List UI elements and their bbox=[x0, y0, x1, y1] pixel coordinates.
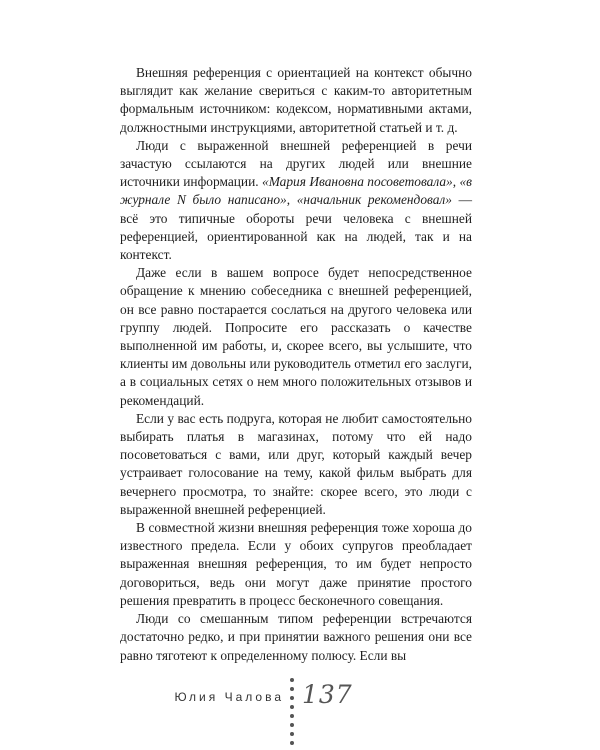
text-run: Если у вас есть подруга, которая не любит самостоятельно выбирать платья в магазинах, потому что ей надо посоветоваться с вами, или друг, который каждый вечер устраивает голосование на тему, какой фильм выбрать для вечернего просмотра, то знайте: скорее всего, это люди с выраженной внешней референцией. bbox=[120, 410, 472, 517]
text-run: В совместной жизни внешняя референция тоже хороша до известного предела. Если у обоих супругов преобладает выраженная внешняя референция, то им будет непросто договориться, ведь они могут даже принятие простого решения превратить в процесс бесконечного совещания. bbox=[120, 520, 472, 608]
text-run: , bbox=[286, 192, 297, 208]
paragraph bbox=[120, 137, 472, 264]
text-run: — всё это типичные обороты речи человека с внешней референцией, ориентированной как на людей, так и на контекст. bbox=[120, 192, 472, 263]
dotted-divider bbox=[290, 678, 294, 750]
divider-dot bbox=[290, 714, 294, 718]
divider-dot bbox=[290, 732, 294, 736]
divider-dot bbox=[290, 678, 294, 682]
quoted-phrase: «начальник рекомендовал» bbox=[296, 192, 452, 208]
quoted-phrase: «Мария Ивановна посоветовала» bbox=[262, 174, 453, 190]
paragraph bbox=[120, 519, 472, 610]
page-number: 137 bbox=[302, 680, 353, 709]
text-run: Люди со смешанным типом референции встречаются достаточно редко, и при принятии важного решения они все равно тяготеют к определенному полюсу. Если вы bbox=[120, 611, 472, 663]
divider-dot bbox=[290, 705, 294, 709]
divider-dot bbox=[290, 687, 294, 691]
paragraph bbox=[120, 610, 472, 665]
divider-dot bbox=[290, 741, 294, 745]
divider-dot bbox=[290, 696, 294, 700]
divider-dot bbox=[290, 723, 294, 727]
text-run: Даже если в вашем вопросе будет непосредственное обращение к мнению собеседника с внешней референцией, он все равно постарается сослаться на другого человека или группу людей. Попросите его рассказать о качестве выполненной им работы, и, скорее всего, вы услышите, что клиенты им довольны или руководитель отметил его заслуги, а в социальных сетях о нем много положительных отзывов и рекомендаций. bbox=[120, 265, 472, 408]
running-footer-author: Юлия Чалова bbox=[174, 690, 284, 704]
quoted-phrase: «в журнале N было написано» bbox=[120, 174, 472, 208]
page-body bbox=[120, 64, 472, 665]
paragraph bbox=[120, 64, 472, 137]
page-footer bbox=[0, 676, 600, 750]
text-run: Люди с выраженной внешней референцией в речи зачастую ссылаются на других людей или внешние источники информации. bbox=[120, 137, 472, 190]
paragraph bbox=[120, 410, 472, 519]
text-run: Внешняя референция с ориентацией на контекст обычно выглядит как желание свериться с каким-то авторитетным формальным источником: кодексом, нормативными актами, должностными инструкциями, авторитетной статьей и т. д. bbox=[120, 65, 472, 135]
paragraph bbox=[120, 264, 472, 410]
text-run: , bbox=[452, 174, 460, 190]
